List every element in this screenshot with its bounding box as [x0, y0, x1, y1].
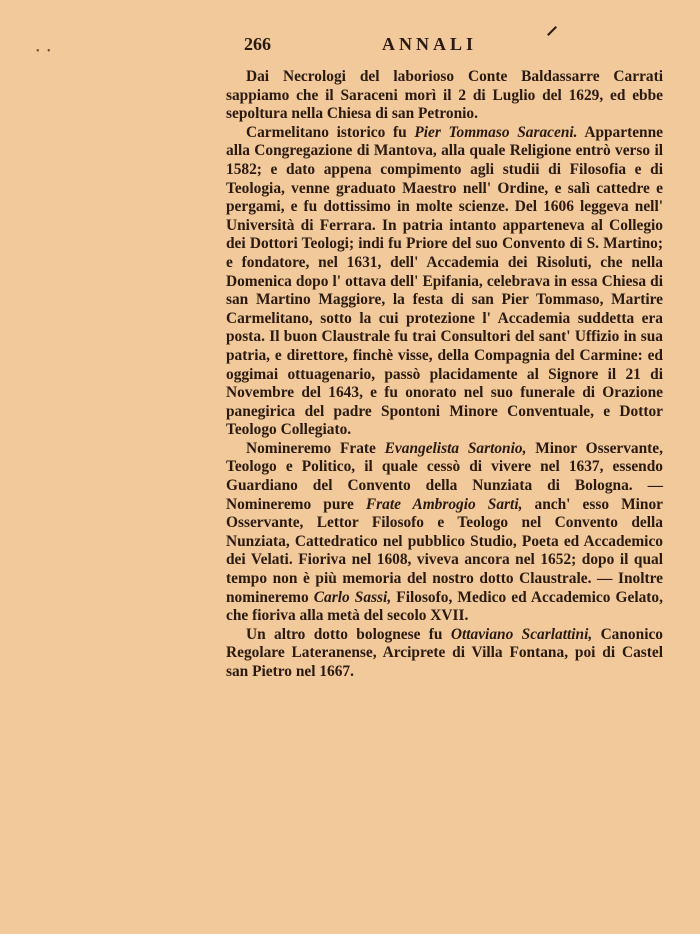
paragraph-3-segment: Filosofo, Medico ed Accademico Gelato, che fioriva alla metà del secolo XVII.	[226, 588, 663, 625]
paragraph-2-lead: Carmelitano istorico fu	[246, 123, 415, 141]
running-header	[244, 34, 504, 58]
running-title: ANNALI	[382, 34, 478, 54]
paragraph-1	[226, 68, 663, 124]
margin-specks: • •	[36, 46, 51, 57]
paragraph-2-name: Pier Tommaso Saraceni.	[414, 123, 578, 141]
page-body	[226, 68, 663, 682]
paragraph-4	[226, 626, 663, 682]
paragraph-3-segment: Evangelista Sartonio,	[384, 439, 527, 457]
paragraph-3-segment: Nomineremo Frate	[246, 439, 385, 457]
paragraph-3-segment: Minor Osservante, Teologo e Politico, il quale cessò di vivere nel 1637, essendo Guardiano del Convento della Nunziata di Bologna. — Nomineremo pure	[226, 439, 663, 513]
paragraph-3-segment: anch' esso Minor Osservante, Lettor Filosofo e Teologo nel Convento della Nunziata, Cattedratico nel pubblico Studio, Poeta ed Accademico dei Velati. Fioriva nel 1608, viveva ancora nel 1652; dopo il qual tempo non è più memoria del nostro dotto Claustrale. — Inoltre nomineremo	[226, 495, 664, 606]
paragraph-2	[226, 124, 663, 440]
paragraph-3-segment: Frate Ambrogio Sarti,	[365, 495, 523, 513]
paragraph-3-segment: Carlo Sassi,	[313, 588, 392, 606]
paragraph-4-segment: Canonico Regolare Lateranense, Arciprete di Villa Fontana, poi di Castel san Pietro nel 1667.	[226, 625, 663, 680]
paragraph-4-segment: Un altro dotto bolognese fu	[246, 625, 451, 643]
paragraph-1-text: Dai Necrologi del laborioso Conte Baldassarre Carrati sappiamo che il Saraceni morì il 2 di Luglio del 1629, ed ebbe sepoltura nella Chiesa di san Petronio.	[226, 68, 663, 123]
paragraph-4-segment: Ottaviano Scarlattini,	[450, 625, 593, 643]
page-number: 266	[244, 34, 271, 54]
paragraph-2-text: Appartenne alla Congregazione di Mantova, alla quale Religione entrò verso il 1582; e dato appena compimento agli studii di Filosofia e di Teologia, venne graduato Maestro nell' Ordine, e salì cattedre e pergami, e fu dottissimo in molte scienze. Del 1606 leggeva nell' Università di Ferrara. In patria intanto apparteneva al Collegio dei Dottori Teologi; indi fu Priore del suo Convento di S. Martino; e fondatore, nel 1631, dell' Accademia dei Risoluti, che nella Domenica dopo l' ottava dell' Epifania, celebrava in essa Chiesa di san Martino Maggiore, la festa di san Pier Tommaso, Martire Carmelitano, sotto la cui protezione l' Accademia suddetta era posta. Il buon Claustrale fu trai Consultori del sant' Uffizio in sua patria, e direttore, finchè visse, della Compagnia del Carmine: ed oggimai ottuagenario, passò placidamente al Signore il 21 di Novembre del 1643, e fu onorato nel suo funerale di Orazione panegirica del padre Spontoni Minore Conventuale, e Dottor Teologo Collegiato.	[226, 123, 663, 439]
corner-mark	[547, 26, 557, 36]
paragraph-3	[226, 440, 663, 626]
